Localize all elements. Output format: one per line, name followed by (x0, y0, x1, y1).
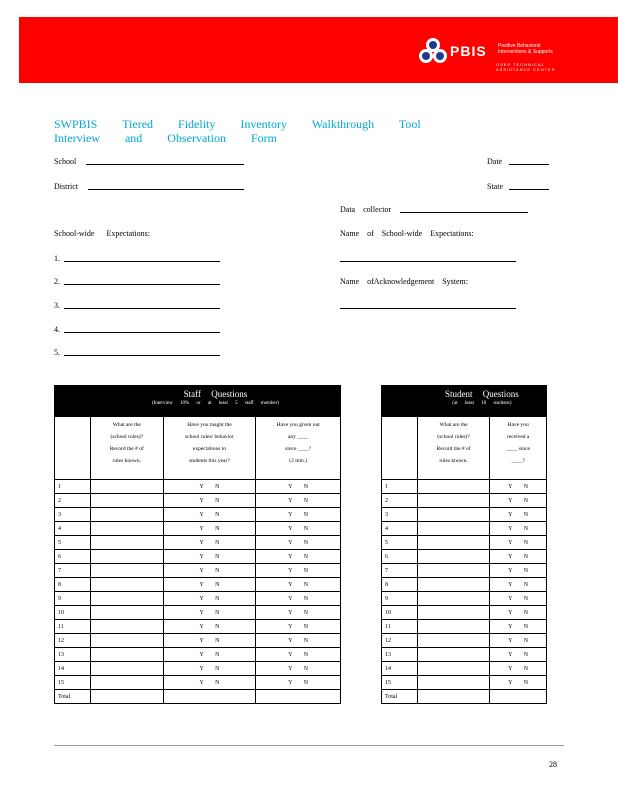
staff-row (55, 480, 341, 494)
pbis-logo (418, 37, 568, 71)
student-question-1: What are the (school rules)? Record the # of rules known. (417, 417, 490, 480)
student-row (382, 662, 547, 676)
staff-row-number: 12 (55, 634, 91, 648)
staff-question-1: What are the (school rules)? Record the # of rules known. (90, 417, 163, 480)
student-table-header (417, 386, 546, 417)
student-yes-no-cell[interactable]: Y N (490, 592, 547, 606)
data-collector-field[interactable] (400, 212, 528, 213)
staff-yes-no-cell[interactable]: Y N (163, 564, 256, 578)
staff-table-subtitle: (Interview 10% or at least 5 staff member) (151, 401, 279, 406)
student-yes-no-cell[interactable]: Y N (490, 536, 547, 550)
student-rules-known-cell[interactable] (417, 550, 490, 564)
staff-rules-known-cell[interactable] (90, 634, 163, 648)
staff-rules-known-cell[interactable] (90, 662, 163, 676)
student-yes-no-cell[interactable]: Y N (490, 676, 547, 690)
staff-yes-no-cell[interactable]: Y N (163, 606, 256, 620)
student-yes-no-cell[interactable]: Y N (490, 522, 547, 536)
student-row-number: 4 (382, 522, 418, 536)
staff-rules-known-cell[interactable] (90, 620, 163, 634)
student-yes-no-cell[interactable]: Y N (490, 550, 547, 564)
staff-yes-no-cell[interactable]: Y N (256, 494, 341, 508)
logo-text: PBIS (450, 43, 487, 59)
student-row (382, 494, 547, 508)
staff-rules-known-cell[interactable] (90, 508, 163, 522)
expectation-number-2: 2. (54, 277, 60, 286)
student-row (382, 522, 547, 536)
student-yes-no-cell[interactable]: Y N (490, 634, 547, 648)
student-row-number: 8 (382, 578, 418, 592)
student-row (382, 536, 547, 550)
expectation-field-3[interactable] (64, 308, 220, 309)
student-rules-known-cell[interactable] (417, 676, 490, 690)
staff-yes-no-cell[interactable]: Y N (256, 564, 341, 578)
staff-row (55, 620, 341, 634)
student-row (382, 564, 547, 578)
staff-question-3: Have you given out any ____ since ____? (2 min.) (256, 417, 341, 480)
student-row (382, 648, 547, 662)
student-yes-no-cell[interactable]: Y N (490, 662, 547, 676)
school-label: School (54, 157, 77, 166)
student-rules-known-cell[interactable] (417, 508, 490, 522)
student-table-subtitle: (at least 10 students) (452, 401, 512, 406)
student-row-number: 11 (382, 620, 418, 634)
staff-total-cell[interactable] (90, 690, 163, 704)
staff-row-number: 5 (55, 536, 91, 550)
staff-total-cell[interactable] (256, 690, 341, 704)
name-acknowledgement-field[interactable] (340, 308, 516, 309)
state-label: State (487, 182, 503, 191)
pbis-circles-icon (418, 37, 448, 65)
staff-yes-no-cell[interactable]: Y N (163, 578, 256, 592)
staff-rules-known-cell[interactable] (90, 550, 163, 564)
student-row-number: 14 (382, 662, 418, 676)
staff-yes-no-cell[interactable]: Y N (163, 662, 256, 676)
staff-row (55, 648, 341, 662)
student-yes-no-cell[interactable]: Y N (490, 620, 547, 634)
staff-row-number: 1 (55, 480, 91, 494)
expectation-number-3: 3. (54, 301, 60, 310)
student-row-number: 2 (382, 494, 418, 508)
date-field[interactable] (509, 164, 549, 165)
district-label: District (54, 182, 78, 191)
student-row (382, 592, 547, 606)
student-rules-known-cell[interactable] (417, 620, 490, 634)
staff-row-number: 13 (55, 648, 91, 662)
staff-rules-known-cell[interactable] (90, 564, 163, 578)
staff-questions-table (54, 385, 341, 704)
staff-question-2: Have you taught the school rules/ behavior expectations to students this year? (163, 417, 256, 480)
staff-row (55, 592, 341, 606)
student-row (382, 606, 547, 620)
student-row-number: 7 (382, 564, 418, 578)
student-table-title: Student Questions (445, 389, 519, 399)
staff-row (55, 550, 341, 564)
expectation-number-4: 4. (54, 325, 60, 334)
staff-yes-no-cell[interactable]: Y N (256, 522, 341, 536)
staff-row-number: 15 (55, 676, 91, 690)
staff-rules-known-cell[interactable] (90, 578, 163, 592)
student-row-number: 12 (382, 634, 418, 648)
staff-row-number: 6 (55, 550, 91, 564)
staff-yes-no-cell[interactable]: Y N (256, 606, 341, 620)
student-rules-known-cell[interactable] (417, 634, 490, 648)
date-label: Date (487, 157, 503, 166)
student-rules-known-cell[interactable] (417, 606, 490, 620)
staff-yes-no-cell[interactable]: Y N (163, 508, 256, 522)
staff-yes-no-cell[interactable]: Y N (256, 620, 341, 634)
student-total-label: Total (382, 690, 418, 704)
school-field[interactable] (86, 164, 244, 165)
staff-yes-no-cell[interactable]: Y N (163, 522, 256, 536)
staff-row-number: 3 (55, 508, 91, 522)
student-yes-no-cell[interactable]: Y N (490, 494, 547, 508)
staff-row-number: 2 (55, 494, 91, 508)
student-rules-known-cell[interactable] (417, 578, 490, 592)
staff-rules-known-cell[interactable] (90, 522, 163, 536)
staff-row-number: 11 (55, 620, 91, 634)
staff-row (55, 662, 341, 676)
student-rules-known-cell[interactable] (417, 648, 490, 662)
student-row-number: 13 (382, 648, 418, 662)
staff-yes-no-cell[interactable]: Y N (256, 480, 341, 494)
staff-row-number: 9 (55, 592, 91, 606)
student-row-number: 6 (382, 550, 418, 564)
staff-rules-known-cell[interactable] (90, 536, 163, 550)
staff-yes-no-cell[interactable]: Y N (163, 634, 256, 648)
staff-yes-no-cell[interactable]: Y N (256, 634, 341, 648)
expectation-field-1[interactable] (64, 261, 220, 262)
student-row (382, 578, 547, 592)
student-yes-no-cell[interactable]: Y N (490, 508, 547, 522)
staff-yes-no-cell[interactable]: Y N (163, 536, 256, 550)
staff-rules-known-cell[interactable] (90, 592, 163, 606)
footer-rule (54, 745, 564, 746)
student-rules-known-cell[interactable] (417, 494, 490, 508)
staff-yes-no-cell[interactable]: Y N (163, 648, 256, 662)
expectation-number-1: 1. (54, 254, 60, 263)
staff-yes-no-cell[interactable]: Y N (256, 592, 341, 606)
expectation-field-2[interactable] (64, 284, 220, 285)
staff-yes-no-cell[interactable]: Y N (256, 508, 341, 522)
student-yes-no-cell[interactable]: Y N (490, 564, 547, 578)
staff-yes-no-cell[interactable]: Y N (256, 536, 341, 550)
student-rules-known-cell[interactable] (417, 592, 490, 606)
staff-row (55, 606, 341, 620)
staff-row (55, 536, 341, 550)
staff-total-cell[interactable] (163, 690, 256, 704)
student-total-cell[interactable] (490, 690, 547, 704)
staff-rules-known-cell[interactable] (90, 648, 163, 662)
staff-yes-no-cell[interactable]: Y N (256, 550, 341, 564)
student-row (382, 480, 547, 494)
student-row-number: 9 (382, 592, 418, 606)
staff-total-label: Total (55, 690, 91, 704)
student-rules-known-cell[interactable] (417, 536, 490, 550)
staff-yes-no-cell[interactable]: Y N (163, 550, 256, 564)
staff-row (55, 522, 341, 536)
staff-table-header (90, 386, 340, 417)
student-row (382, 620, 547, 634)
staff-rules-known-cell[interactable] (90, 606, 163, 620)
staff-row-number: 10 (55, 606, 91, 620)
staff-row (55, 494, 341, 508)
staff-yes-no-cell[interactable]: Y N (256, 648, 341, 662)
staff-row (55, 676, 341, 690)
staff-row (55, 564, 341, 578)
logo-url: OSEP TECHNICAL ASSISTANCE CENTER (496, 62, 556, 72)
student-question-2: Have you received a ____ since ____? (490, 417, 547, 480)
student-row (382, 634, 547, 648)
student-rules-known-cell[interactable] (417, 564, 490, 578)
district-field[interactable] (88, 189, 244, 190)
student-rules-known-cell[interactable] (417, 662, 490, 676)
expectation-field-4[interactable] (64, 332, 220, 333)
name-expectations-field[interactable] (340, 261, 516, 262)
staff-yes-no-cell[interactable]: Y N (256, 676, 341, 690)
staff-row (55, 578, 341, 592)
staff-rules-known-cell[interactable] (90, 480, 163, 494)
state-field[interactable] (509, 189, 549, 190)
staff-rules-known-cell[interactable] (90, 676, 163, 690)
student-rules-known-cell[interactable] (417, 522, 490, 536)
page-title-line1: SWPBIS Tiered Fidelity Inventory Walkthrough Tool (54, 117, 421, 131)
staff-yes-no-cell[interactable]: Y N (163, 494, 256, 508)
student-yes-no-cell[interactable]: Y N (490, 480, 547, 494)
staff-table-title: Staff Questions (183, 389, 248, 399)
staff-row-number: 4 (55, 522, 91, 536)
student-total-cell[interactable] (417, 690, 490, 704)
name-expectations-label: Name of School-wide Expectations: (340, 229, 474, 238)
staff-yes-no-cell[interactable]: Y N (163, 620, 256, 634)
staff-row (55, 508, 341, 522)
staff-yes-no-cell[interactable]: Y N (256, 662, 341, 676)
student-row-number: 10 (382, 606, 418, 620)
student-row-number: 1 (382, 480, 418, 494)
student-row-number: 3 (382, 508, 418, 522)
student-yes-no-cell[interactable]: Y N (490, 648, 547, 662)
staff-yes-no-cell[interactable]: Y N (163, 676, 256, 690)
staff-yes-no-cell[interactable]: Y N (256, 578, 341, 592)
page-number: 28 (549, 760, 557, 769)
staff-yes-no-cell[interactable]: Y N (163, 480, 256, 494)
student-rules-known-cell[interactable] (417, 480, 490, 494)
student-row (382, 508, 547, 522)
staff-row-number: 14 (55, 662, 91, 676)
student-row (382, 676, 547, 690)
student-row-number: 15 (382, 676, 418, 690)
schoolwide-expectations-label: School-wide Expectations: (54, 229, 150, 238)
student-yes-no-cell[interactable]: Y N (490, 606, 547, 620)
page-title-line2: Interview and Observation Form (54, 131, 277, 145)
staff-row-number: 7 (55, 564, 91, 578)
data-collector-label: Data collector (340, 205, 392, 214)
logo-subtitle: Positive Behavioral Interventions & Supports (498, 43, 553, 55)
staff-yes-no-cell[interactable]: Y N (163, 592, 256, 606)
expectation-field-5[interactable] (64, 355, 220, 356)
staff-row-number: 8 (55, 578, 91, 592)
expectation-number-5: 5. (54, 348, 60, 357)
student-row-number: 5 (382, 536, 418, 550)
name-acknowledgement-label: Name ofAcknowledgement System: (340, 277, 468, 286)
student-row (382, 550, 547, 564)
staff-rules-known-cell[interactable] (90, 494, 163, 508)
student-questions-table (381, 385, 547, 704)
staff-row (55, 634, 341, 648)
student-yes-no-cell[interactable]: Y N (490, 578, 547, 592)
